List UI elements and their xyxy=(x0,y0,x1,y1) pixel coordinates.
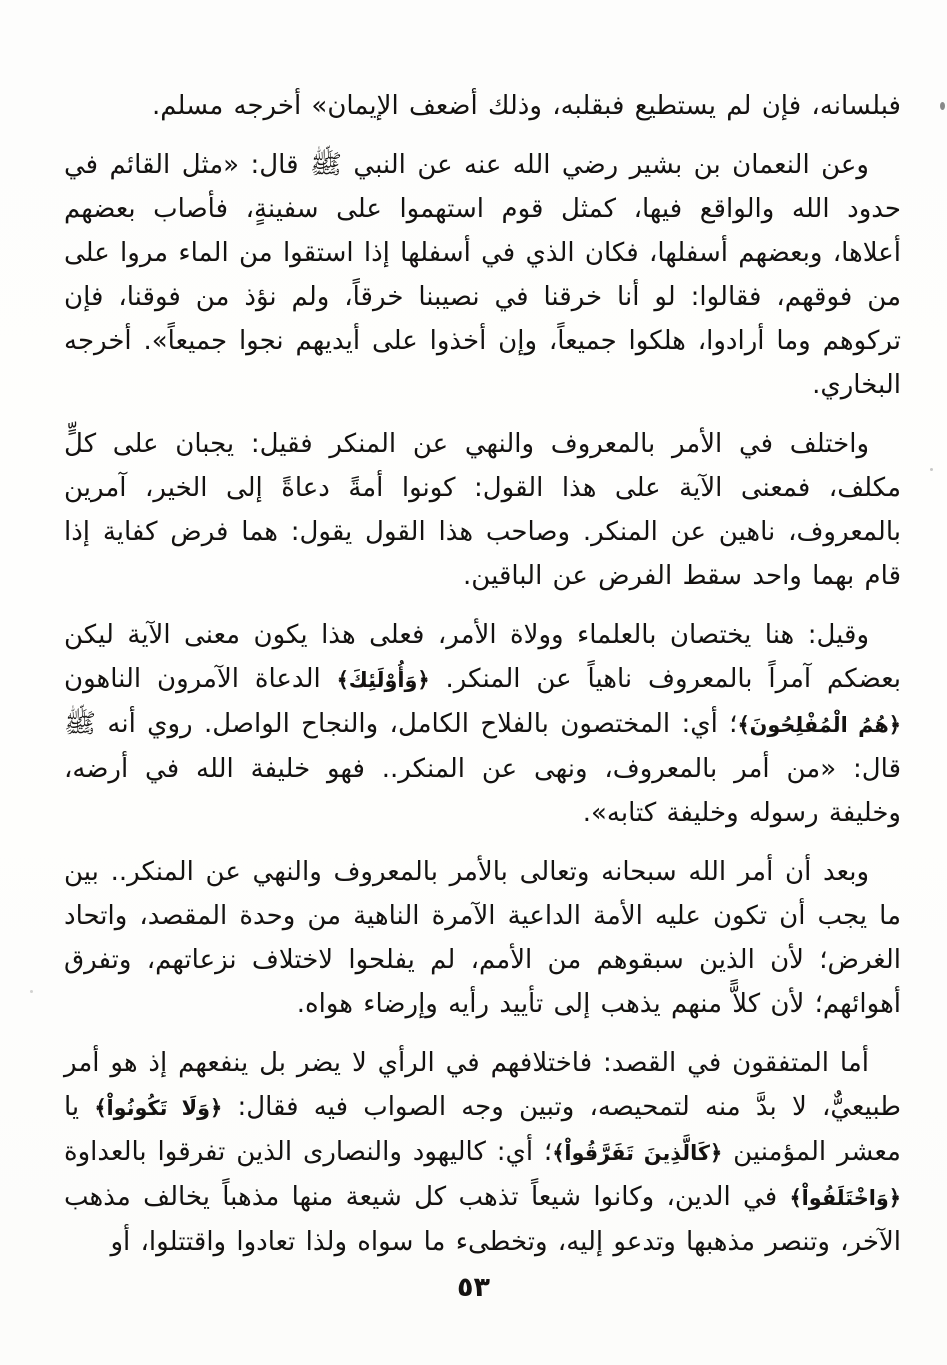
body-text: ؛ أي: كاليهود والنصارى الذين تفرقوا بالعداوة xyxy=(64,1137,553,1167)
quran-verse: ﴿وَاخْتَلَفُواْ﴾ xyxy=(789,1186,901,1210)
quran-verse: ﴿كَالَّذِينَ تَفَرَّقُواْ﴾ xyxy=(552,1141,723,1165)
body-text: الدعاة الآمرون الناهون xyxy=(64,664,337,694)
paragraph xyxy=(64,850,901,1026)
body-text: فبلسانه، فإن لم يستطيع فبقلبه، وذلك أضعف الإيمان» أخرجه مسلم. xyxy=(151,91,901,121)
paragraph xyxy=(64,84,901,128)
body-text: قال: «مثل القائم في حدود الله والواقع فيها، كمثل قوم استهموا على سفينةٍ، فأصاب بعضهم أعلاها، وبعضهم أسفلها، فكان الذي في أسفلها إذا استقوا من الماء مروا على من فوقهم، فقالوا: لو أنا خرقنا في نصيبنا خرقاً، ولم نؤذ من فوقنا، فإن تركوهم وما أرادوا، هلكوا جميعاً، وإن أخذوا على أيديهم نجوا جميعاً». أخرجه البخاري. xyxy=(64,150,901,400)
scan-speck xyxy=(930,468,933,471)
body-text: واختلف في الأمر بالمعروف والنهي عن المنكر فقيل: يجبان على كلٍّ مكلف، فمعنى الآية على هذا القول: كونوا أمةً دعاةً إلى الخير، آمرين بالمعروف، ناهين عن المنكر. وصاحب هذا القول يقول: هما فرض كفاية إذا قام بهما واحد سقط الفرض عن الباقين. xyxy=(64,429,901,591)
page-body xyxy=(64,84,901,1264)
body-text: وعن النعمان بن بشير رضي الله عنه عن النبي xyxy=(341,150,869,180)
body-text: وبعد أن أمر الله سبحانه وتعالى بالأمر بالمعروف والنهي عن المنكر.. بين ما يجب أن تكون عليه الأمة الداعية الآمرة الناهية من وحدة المقصد، واتحاد الغرض؛ لأن الذين سبقوهم من الأمم، لم يفلحوا لاختلاف نزعاتهم، وتفرق أهوائهم؛ لأن كلاًّ منهم يذهب إلى تأييد رأيه وإرضاء هواه. xyxy=(64,857,901,1019)
body-text: في الدين، وكانوا شيعاً تذهب كل شيعة منها مذهباً يخالف مذهب الآخر، وتنصر مذهبها وتدعو إليه، وتخطىء ما سواه ولذا تعادوا واقتتلوا، أو xyxy=(64,1182,901,1257)
quran-verse: ﴿وَلَا تَكُونُواْ﴾ xyxy=(94,1096,223,1120)
scan-speck xyxy=(30,990,33,993)
body-text: قال: «من أمر بالمعروف، ونهى عن المنكر.. فهو خليفة الله في أرضه، وخليفة رسوله وخليفة كتابه». xyxy=(64,754,901,828)
paragraph xyxy=(64,143,901,407)
paragraph xyxy=(64,613,901,835)
page-number: ٥٣ xyxy=(457,1272,490,1303)
paragraph xyxy=(64,422,901,598)
prophet-honorific-symbol: ﷺ xyxy=(309,149,342,180)
body-text: وقيل: هنا يختصان بالعلماء وولاة الأمر، فعلى هذا يكون معنى الآية ليكن بعضكم آمراً بالمعروف ناهياً عن المنكر. xyxy=(64,620,901,694)
body-text: يا معشر المؤمنين xyxy=(64,1092,901,1167)
body-text: ؛ أي: المختصون بالفلاح الكامل، والنجاح الواصل. روي أنه xyxy=(96,709,738,739)
body-text: أما المتفقون في القصد: فاختلافهم في الرأي لا يضر بل ينفعهم إذ هو أمر طبيعيٌّ، لا بدَّ منه لتمحيصه، وتبين وجه الصواب فيه فقال: xyxy=(64,1048,901,1122)
quran-verse: ﴿وَأُوْلَئِكَ﴾ xyxy=(336,668,430,692)
prophet-honorific-symbol: ﷺ xyxy=(64,708,97,739)
paragraph xyxy=(64,1041,901,1264)
scan-speck xyxy=(940,102,945,110)
quran-verse: ﴿هُمُ الْمُفْلِحُونَ﴾ xyxy=(737,713,901,737)
